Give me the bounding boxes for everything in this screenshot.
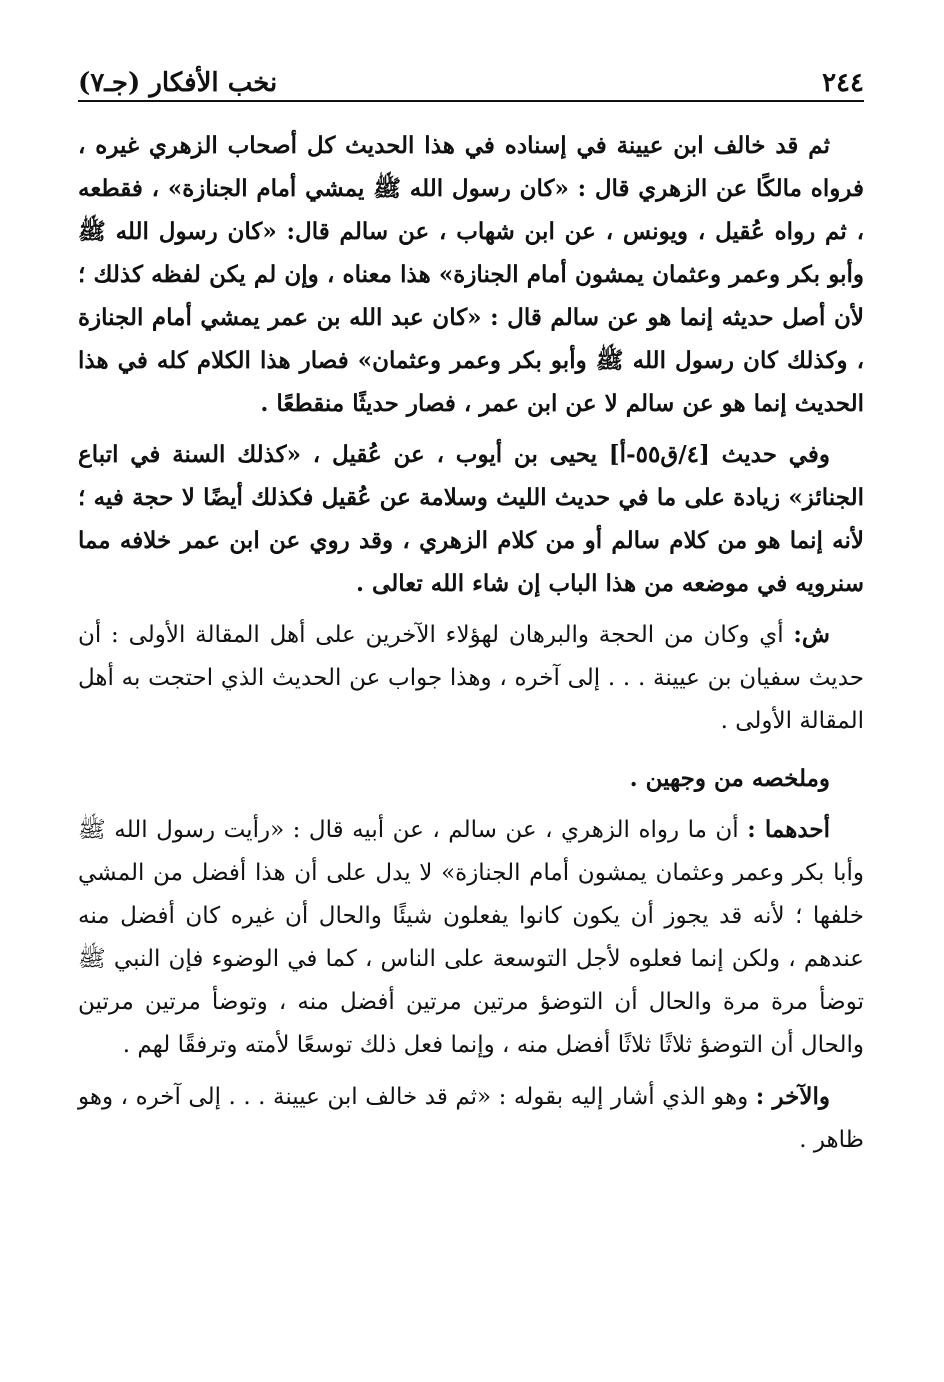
section-subheading: وملخصه من وجهين . bbox=[629, 765, 830, 792]
first-point-label: أحدهما : bbox=[747, 816, 830, 843]
second-point-text: وهو الذي أشار إليه بقوله : «ثم قد خالف ابن عيينة . . . إلى آخره ، وهو ظاهر . bbox=[78, 1084, 864, 1153]
book-title: نخب الأفكار (جـ٧) bbox=[78, 68, 278, 98]
second-point-label: والآخر : bbox=[755, 1083, 830, 1110]
first-point-paragraph bbox=[78, 808, 864, 1067]
page-body bbox=[78, 124, 864, 1162]
sharh-paragraph-1 bbox=[78, 613, 864, 743]
page-number: ٢٤٤ bbox=[822, 68, 864, 98]
second-point-paragraph bbox=[78, 1075, 864, 1162]
sharh-label: ش: bbox=[793, 621, 830, 648]
first-point-text: أن ما رواه الزهري ، عن سالم ، عن أبيه قال : «رأيت رسول الله ﷺ وأبا بكر وعمر وعثمان يمشون أمام الجنازة» لا يدل على أن هذا أفضل من المشي خلفها ؛ لأنه قد يجوز أن يكون كانوا يفعلون شيئًا والحال أن غيره كان أفضل منه عندهم ، ولكن إنما فعلوه لأجل التوسعة على الناس ، كما في الوضوء فإن النبي ﷺ توضأ مرة مرة والحال أن التوضؤ مرتين مرتين أفضل منه ، وتوضأ مرتين مرتين والحال أن التوضؤ ثلاثًا ثلاثًا أفضل منه ، وإنما فعل ذلك توسعًا لأمته وترفقًا لهم . bbox=[78, 817, 864, 1058]
matn-paragraph-2: وفي حديث [٤/ق٥٥-أ] يحيى بن أيوب ، عن عُقيل ، «كذلك السنة في اتباع الجنائز» زيادة على ما في حديث الليث وسلامة عن عُقيل فكذلك أيضًا لا حجة فيه ؛ لأنه إنما هو من كلام سالم أو من كلام الزهري ، وقد روي عن ابن عمر خلافه مما سنرويه في موضعه من هذا الباب إن شاء الله تعالى . bbox=[78, 441, 864, 597]
book-page bbox=[78, 66, 864, 1356]
sharh-text: أي وكان من الحجة والبرهان لهؤلاء الآخرين على أهل المقالة الأولى : أن حديث سفيان بن عيينة . . . إلى آخره ، وهذا جواب عن الحديث الذي احتجت به أهل المقالة الأولى . bbox=[78, 622, 864, 734]
matn-paragraph-1: ثم قد خالف ابن عيينة في إسناده في هذا الحديث كل أصحاب الزهري غيره ، فرواه مالكًا عن الزهري قال : «كان رسول الله ﷺ يمشي أمام الجنازة» ، فقطعه ، ثم رواه عُقيل ، ويونس ، عن ابن شهاب ، عن سالم قال: «كان رسول الله ﷺ وأبو بكر وعمر وعثمان يمشون أمام الجنازة» هذا معناه ، وإن لم يكن لفظه كذلك ؛ لأن أصل حديثه إنما هو عن سالم قال : «كان عبد الله بن عمر يمشي أمام الجنازة ، وكذلك كان رسول الله ﷺ وأبو بكر وعمر وعثمان» فصار هذا الكلام كله في هذا الحديث إنما هو عن سالم لا عن ابن عمر ، فصار حديثًا منقطعًا . bbox=[78, 132, 864, 417]
running-header bbox=[78, 66, 864, 102]
